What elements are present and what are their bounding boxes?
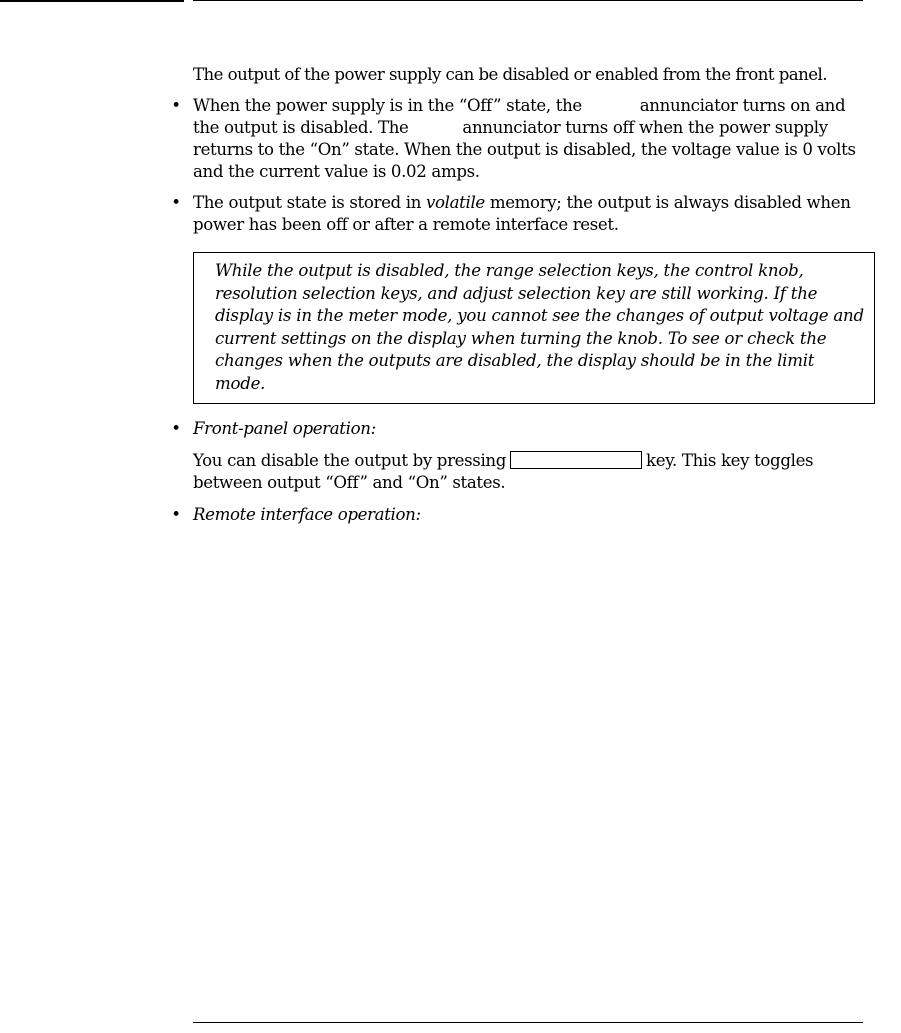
output-on-off-key-box [510, 451, 642, 469]
remote-heading: Remote interface operation: [193, 505, 421, 524]
front-panel-text-before: You can disable the output by pressing [193, 451, 507, 470]
bullet1-text-part3: annunciator turns off when the power supply returns to the “On” state. When the output is disabled, the voltage value is 0 volts and the current value is 0.02 amps. [193, 118, 856, 181]
bullet-dot-icon: • [171, 96, 181, 115]
bullet-remote-interface [171, 504, 873, 526]
bullet2-text-part2: memory; the output is always disabled when power has been off or after a remote interface reset. [193, 193, 851, 234]
bullet-dot-icon: • [171, 419, 181, 438]
page-content [171, 64, 873, 526]
header-rule-right [193, 0, 863, 1]
bullet-output-off-state [171, 95, 873, 183]
bullet1-text-part1: When the power supply is in the “Off” state, the [193, 96, 582, 115]
front-panel-text-after: key. This key toggles between output “Off” and “On” states. [193, 451, 814, 492]
bullet2-text-part1: The output state is stored in [193, 193, 422, 212]
bullet-volatile-memory [171, 192, 873, 236]
note-box: While the output is disabled, the range selection keys, the control knob, resolution selection keys, and adjust selection key are still working. If the display is in the meter mode, you cannot see the changes of output voltage and current settings on the display when turning the knob. To see or check the changes when the outputs are disabled, the display should be in the limit mode. [193, 252, 875, 404]
footer-rule [193, 1022, 863, 1023]
front-panel-paragraph [193, 450, 873, 494]
bullet-dot-icon: • [171, 505, 181, 524]
bullet-front-panel [171, 418, 873, 440]
front-panel-heading: Front-panel operation: [193, 419, 376, 438]
bullet2-italic-word: volatile [426, 193, 485, 212]
intro-paragraph: The output of the power supply can be disabled or enabled from the front panel. [193, 65, 828, 84]
header-rule-left [0, 0, 184, 2]
bullet1-text-part2: annunciator turns on and the output is disabled. The [193, 96, 846, 137]
bullet-dot-icon: • [171, 193, 181, 212]
